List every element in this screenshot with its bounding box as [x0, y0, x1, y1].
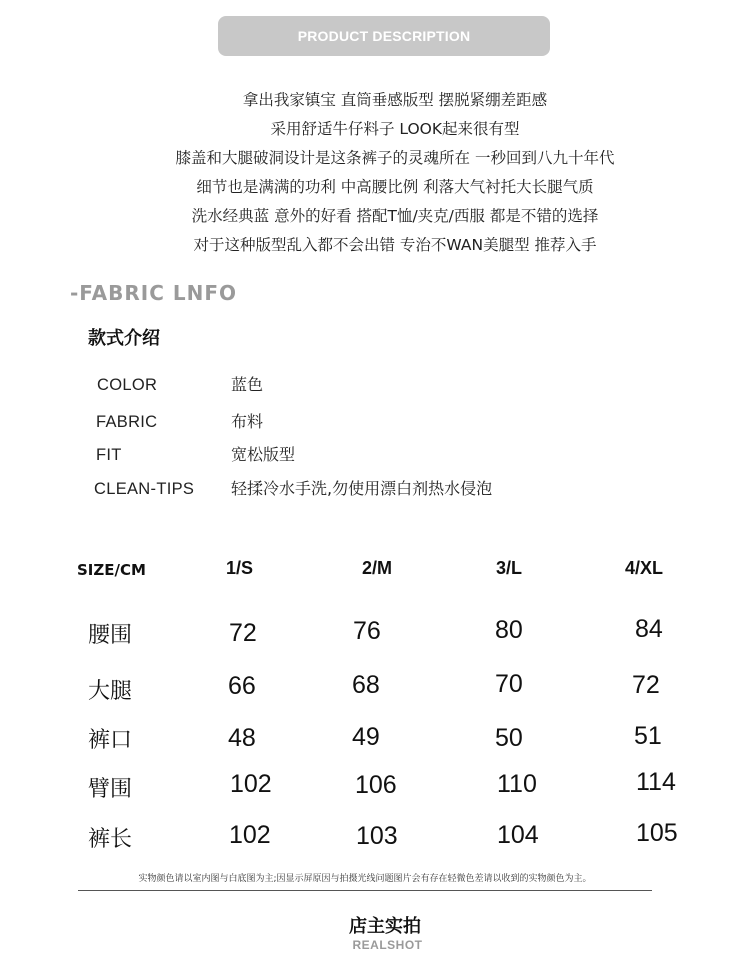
size-cell: 48	[228, 724, 256, 752]
size-cell: 76	[353, 617, 381, 645]
description-line: 对于这种版型乱入都不会出错 专治不WAN美腿型 推荐入手	[193, 236, 597, 254]
fabric-info-heading: -FABRIC LNFO	[70, 281, 238, 305]
size-row-label: 裤长	[88, 827, 133, 852]
spec-value: 蓝色	[231, 375, 264, 394]
size-cell: 102	[229, 821, 271, 849]
product-description-banner: PRODUCT DESCRIPTION	[218, 16, 550, 56]
size-row-label: 大腿	[88, 679, 133, 704]
description-line: 拿出我家镇宝 直筒垂感版型 摆脱紧绷差距感	[242, 91, 548, 109]
description-line: 采用舒适牛仔料子 LOOK起来很有型	[270, 120, 520, 138]
size-cell: 68	[352, 671, 380, 699]
size-cell: 72	[632, 671, 660, 699]
size-column-header: 3/L	[496, 558, 523, 578]
size-cell: 102	[230, 770, 272, 798]
description-line: 细节也是满满的功利 中高腰比例 利落大气衬托大长腿气质	[196, 178, 594, 196]
size-cell: 70	[495, 670, 523, 698]
size-cell: 50	[495, 724, 523, 752]
description-line: 洗水经典蓝 意外的好看 搭配T恤/夹克/西服 都是不错的选择	[191, 207, 599, 225]
size-row-label: 臂围	[88, 777, 133, 802]
size-cell: 114	[636, 768, 676, 796]
size-cell: 51	[634, 722, 662, 750]
spec-value: 宽松版型	[231, 445, 296, 464]
style-intro-heading: 款式介绍	[88, 328, 160, 349]
size-row-label: 裤口	[88, 728, 133, 753]
size-column-header: 2/M	[362, 558, 393, 578]
size-cell: 110	[497, 770, 537, 798]
size-column-header: 1/S	[226, 558, 254, 578]
description-line: 膝盖和大腿破洞设计是这条裤子的灵魂所在 一秒回到八九十年代	[175, 149, 615, 167]
spec-key: FABRIC	[96, 413, 158, 431]
size-table-header-label: SIZE/CM	[77, 561, 146, 579]
size-column-header: 4/XL	[625, 558, 664, 578]
section-divider	[78, 890, 652, 891]
product-description-text	[0, 86, 750, 260]
size-cell: 106	[355, 771, 397, 799]
size-cell: 80	[495, 616, 523, 644]
spec-key: COLOR	[97, 376, 158, 394]
size-row-label: 腰围	[88, 623, 133, 648]
size-cell: 104	[497, 821, 539, 849]
size-cell: 84	[635, 615, 663, 643]
spec-key: FIT	[96, 446, 122, 464]
color-disclaimer-note: 实物颜色请以室内图与白底图为主;因显示屏原因与拍摄光线问题图片会有存在轻微色差请以收到的实物颜色为主。	[138, 874, 592, 884]
spec-value: 轻揉冷水手洗,勿使用漂白剂热水侵泡	[231, 479, 493, 498]
size-cell: 49	[352, 723, 380, 751]
spec-key: CLEAN-TIPS	[94, 480, 195, 498]
size-cell: 103	[356, 822, 398, 850]
size-cell: 72	[229, 619, 257, 647]
size-cell: 105	[636, 819, 678, 847]
size-cell: 66	[228, 672, 256, 700]
realshot-heading: 店主实拍	[349, 916, 421, 937]
realshot-subheading: REALSHOT	[352, 938, 423, 952]
spec-value: 布料	[231, 412, 264, 431]
